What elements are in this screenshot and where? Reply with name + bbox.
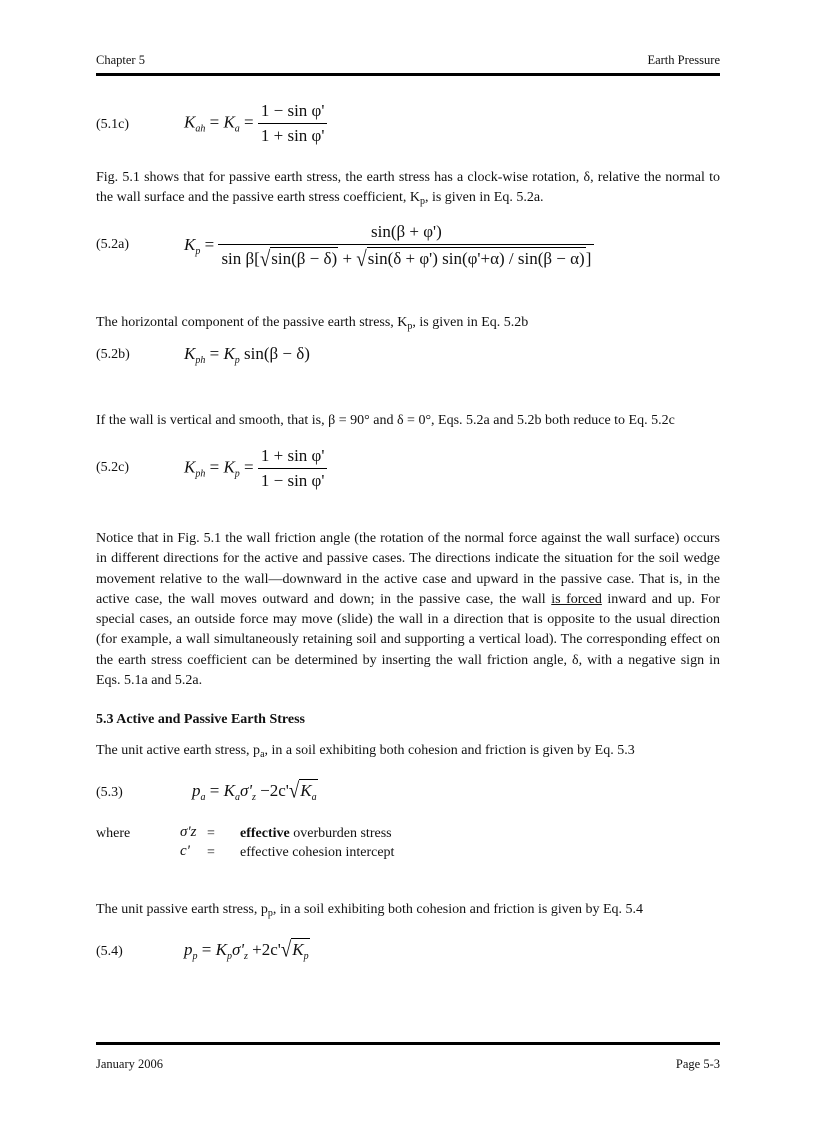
fraction — [258, 101, 328, 146]
where-definition: effective cohesion intercept — [240, 845, 395, 860]
eq-subscript: a — [234, 792, 240, 803]
eq-5-3-label: (5.3) — [96, 785, 123, 800]
paragraph-wall-friction: Notice that in Fig. 5.1 the wall friction angle (the rotation of the normal force against the wall surface) occurs in different directions for the active and passive cases. The directions indicate the situation for the soil wedge movement relative to the wall—downward in the active case and upward in the passive case. That is, in the active case, the wall moves outward and down; in the passive case, the wall is forced inward and up. For special cases, an outside force may move (slide) the wall in a direction that is opposite to the usual direction (for example, a wall simultaneously retaining soil and supporting a vertical load). The corresponding effect on the earth stress coefficient can be determined by inserting the wall friction angle, δ, with a negative sign in Eqs. 5.1a and 5.2a. — [96, 531, 720, 689]
fraction — [258, 446, 328, 491]
where-symbol: σ'z — [180, 824, 197, 840]
eq-subscript: z — [243, 951, 248, 962]
eq-5-4-label: (5.4) — [96, 944, 123, 959]
fraction — [218, 222, 594, 270]
equation-5-2a: $K_p$ = $\frac{\sin(\beta + \varphi')}{\text{sin β[√sin(β − δ) + √sin(δ + φ') sin(φ'+α) / sin(β − α)]}}$ — [184, 222, 594, 270]
fraction-denominator: 1 + sin φ' — [260, 126, 325, 145]
eq-subscript: p — [192, 951, 198, 962]
paragraph-unit-passive: The unit passive earth stress, $p_p$, in a soil exhibiting both cohesion and friction is given by Eq. 5.4 — [96, 902, 644, 919]
radical-sign-icon: √ — [288, 779, 300, 804]
eq-symbol: σ' — [239, 781, 252, 800]
header-rule — [96, 73, 720, 76]
fraction-numerator: 1 + sin φ' — [258, 446, 328, 469]
square-root: √sin(β − δ) — [259, 247, 338, 272]
eq-symbol: p — [184, 940, 193, 959]
paragraph-vertical-smooth: If the wall is vertical and smooth, that is, β = 90° and δ = 0°, Eqs. 5.2a and 5.2b both reduce to Eq. 5.2c — [96, 413, 675, 428]
radical-sign-icon: √ — [280, 938, 292, 963]
footer-rule — [96, 1042, 720, 1045]
eq-symbol: K — [184, 234, 196, 254]
eq-subscript: a — [200, 792, 206, 803]
eq-subscript: p — [234, 468, 240, 480]
eq-subscript: a — [234, 123, 240, 135]
eq-symbol: K — [184, 344, 196, 363]
where-label: where — [96, 826, 131, 841]
equation-5-3: $p_a = K_a\sigma'_z -2c'√K_a$ — [192, 779, 317, 804]
fraction-numerator: sin(β + φ') — [218, 222, 594, 245]
section-heading: 5.3 Active and Passive Earth Stress — [96, 712, 305, 727]
where-definition: effective overburden stress — [240, 826, 392, 841]
header-chapter: Chapter 5 — [96, 53, 145, 67]
eq-5-1c-label: (5.1c) — [96, 117, 130, 132]
eq-subscript: ph — [195, 355, 206, 366]
radical-sign-icon: √ — [356, 247, 367, 272]
eq-5-2b-label: (5.2b) — [96, 347, 130, 362]
equation-5-2c: $K_{ph} = K_p$ = $\frac{\text{1 + sin φ'}}{\text{1 − sin φ'}}$ — [184, 446, 327, 491]
eq-subscript: p — [234, 355, 240, 366]
eq-5-2a-label: (5.2a) — [96, 237, 130, 252]
eq-symbol: K — [223, 112, 235, 132]
eq-subscript: ph — [195, 468, 206, 480]
eq-subscript: ah — [195, 123, 206, 135]
fraction-denominator: 1 − sin φ' — [260, 471, 325, 490]
eq-symbol: K — [184, 457, 196, 477]
eq-symbol: K — [223, 344, 235, 363]
where-equals: = — [207, 826, 215, 841]
eq-symbol: p — [192, 781, 201, 800]
square-root: √sin(δ + φ') sin(φ'+α) / sin(β − α) — [356, 247, 585, 272]
paragraph-unit-active: The unit active earth stress, $p_a$, in a soil exhibiting both cohesion and friction is given by Eq. 5.3 — [96, 743, 635, 760]
eq-subscript: p — [195, 245, 201, 257]
where-equals: = — [207, 845, 215, 860]
header-title: Earth Pressure — [647, 53, 720, 67]
square-root: $√K_p$ — [280, 938, 309, 963]
eq-symbol: K — [184, 112, 196, 132]
equation-5-4: $p_p = K_p\sigma'_z +2c'√K_p$ — [184, 938, 309, 963]
eq-symbol: K — [223, 781, 235, 800]
eq-subscript: p — [226, 951, 232, 962]
equation-5-2b: $K_{ph} = K_p$ sin(β − δ) — [184, 344, 310, 366]
eq-symbol: σ' — [231, 940, 244, 959]
eq-5-2c-label: (5.2c) — [96, 460, 130, 475]
paragraph-fig-5-1: Fig. 5.1 shows that for passive earth stress, the earth stress has a clock-wise rotation, δ, relative the normal to the wall surface and the passive earth stress coefficient, $K_p$, is given in Eq. 5.2a. — [96, 170, 720, 208]
eq-symbol: K — [223, 457, 235, 477]
eq-subscript: z — [251, 792, 256, 803]
paragraph-horizontal-component: The horizontal component of the passive earth stress, $K_p$, is given in Eq. 5.2b — [96, 315, 529, 332]
radical-sign-icon: √ — [259, 247, 271, 272]
footer-date: January 2006 — [96, 1057, 163, 1071]
fraction-denominator: sin β[√sin(β − δ) + √sin(δ + φ') sin(φ'+α) / sin(β − α)] — [221, 247, 592, 272]
square-root: $√K_a$ — [288, 779, 317, 804]
footer-page-number: Page 5-3 — [675, 1057, 720, 1071]
fraction-numerator: 1 − sin φ' — [258, 101, 328, 124]
equation-5-1c: $K_{ah} = K_a$ = $\frac{\text{1 − sin φ'}}{\text{1 + sin φ'}}$ — [184, 101, 327, 146]
eq-symbol: K — [215, 940, 227, 959]
where-symbol: c' — [180, 843, 190, 859]
